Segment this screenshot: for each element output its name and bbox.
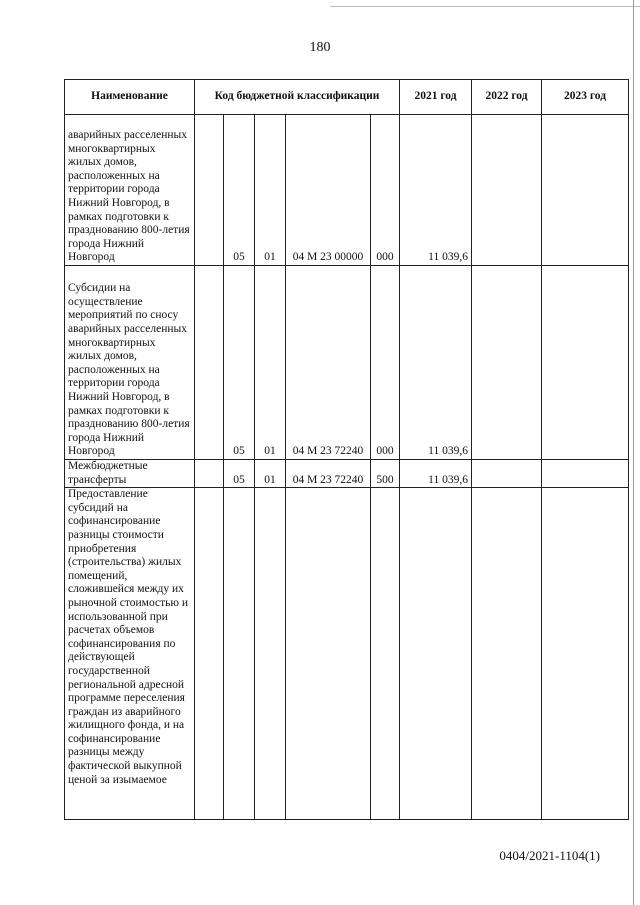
cell-rz: 05: [224, 460, 255, 488]
cell-2021: [400, 488, 472, 820]
table-row: [65, 488, 629, 820]
cell-vr: 000: [371, 266, 400, 460]
cell-csr: 04 М 23 72240: [286, 460, 371, 488]
cell-rz: [224, 488, 255, 820]
table-row: [65, 266, 629, 460]
cell-pr: 01: [255, 460, 286, 488]
row-name: аварийных расселенных многоквартирных жилых домов, расположенных на территории города Нижний Новгород, в рамках подготовки к празднованию 800-летия города Нижний Новгород: [65, 115, 195, 266]
header-2023: 2023 год: [542, 80, 629, 115]
cell-rz: 05: [224, 266, 255, 460]
cell-pr: 01: [255, 115, 286, 266]
cell-2021: 11 039,6: [400, 460, 472, 488]
cell-csr: 04 М 23 00000: [286, 115, 371, 266]
spacer-cell: [195, 115, 224, 266]
cell-2022: [472, 488, 542, 820]
cell-2022: [472, 115, 542, 266]
cell-vr: 500: [371, 460, 400, 488]
spacer-cell: [195, 488, 224, 820]
cell-2021: 11 039,6: [400, 115, 472, 266]
header-2022: 2022 год: [472, 80, 542, 115]
table-row: [65, 460, 629, 488]
table-header-row: [65, 80, 629, 115]
cell-2023: [542, 488, 629, 820]
cell-2023: [542, 266, 629, 460]
row-name: Межбюджетные трансферты: [65, 460, 195, 488]
cell-vr: [371, 488, 400, 820]
row-name: Предоставление субсидий на софинансирование разницы стоимости приобретения (строительства) жилых помещений, сложившейся между их рыночной стоимостью и использованной при расчетах объемов софинансирования по действующей государственной региональной адресной программе переселения граждан из аварийного жилищного фонда, и на софинансирование разницы между фактической выкупной ценой за изымаемое: [65, 488, 195, 820]
cell-csr: 04 М 23 72240: [286, 266, 371, 460]
page-number: 180: [309, 40, 331, 55]
spacer-cell: [195, 266, 224, 460]
table-row: [65, 115, 629, 266]
budget-table: [64, 79, 629, 820]
row-name: Субсидии на осуществление мероприятий по сносу аварийных расселенных многоквартирных жилых домов, расположенных на территории города Нижний Новгород, в рамках подготовки к празднованию 800-летия города Нижний Новгород: [65, 266, 195, 460]
header-name: Наименование: [65, 80, 195, 115]
cell-2022: [472, 460, 542, 488]
spacer-cell: [195, 460, 224, 488]
cell-2023: [542, 115, 629, 266]
cell-vr: 000: [371, 115, 400, 266]
cell-2022: [472, 266, 542, 460]
cell-pr: [255, 488, 286, 820]
cell-rz: 05: [224, 115, 255, 266]
header-2021: 2021 год: [400, 80, 472, 115]
cell-csr: [286, 488, 371, 820]
cell-pr: 01: [255, 266, 286, 460]
cell-2021: 11 039,6: [400, 266, 472, 460]
scan-edge-right: [633, 0, 634, 905]
scan-edge-top: [330, 6, 640, 7]
cell-2023: [542, 460, 629, 488]
header-budget-code: Код бюджетной классификации: [195, 80, 400, 115]
document-footer-code: 0404/2021-1104(1): [499, 848, 600, 863]
